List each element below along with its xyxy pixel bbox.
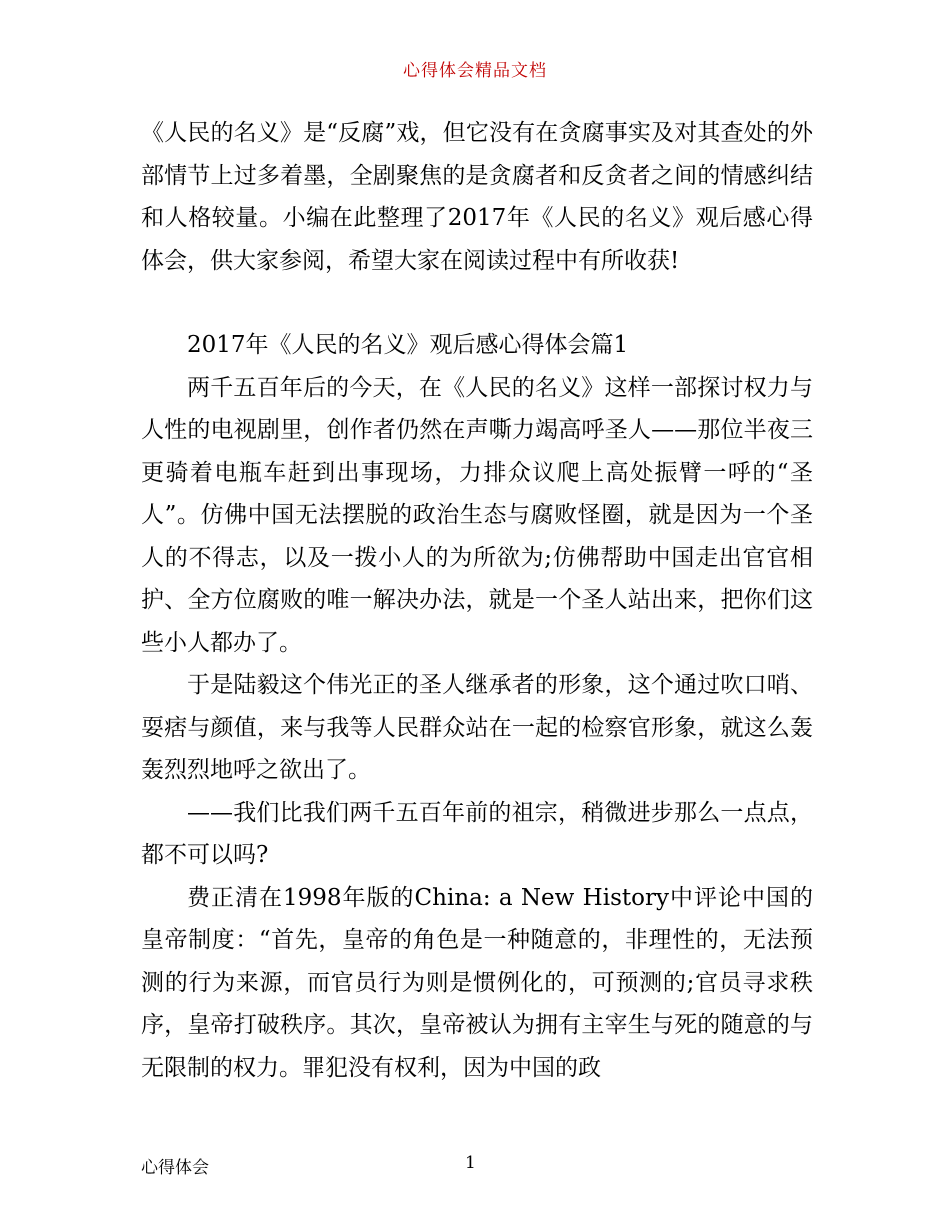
page-header: 心得体会精品文档 [403, 61, 547, 81]
body-paragraph-2: 于是陆毅这个伟光正的圣人继承者的形象，这个通过吹口哨、耍痞与颜值，来与我等人民群众站在一起的检察官形象，就这么轰轰烈烈地呼之欲出了。 [141, 672, 813, 783]
body-paragraph-3: ——我们比我们两千五百年前的祖宗，稍微进步那么一点点，都不可以吗? [141, 799, 813, 868]
footer-label: 心得体会 [141, 1158, 209, 1178]
section-heading: 2017年《人民的名义》观后感心得体会篇1 [187, 332, 629, 358]
intro-paragraph: 《人民的名义》是“反腐”戏，但它没有在贪腐事实及对其查处的外部情节上过多着墨，全剧聚焦的是贪腐者和反贪者之间的情感纠结和人格较量。小编在此整理了2017年《人民的名义》观后感心得体会，供大家参阅，希望大家在阅读过程中有所收获! [141, 120, 813, 274]
page-number: 1 [465, 1153, 476, 1173]
body-paragraph-4: 费正清在1998年版的China: a New History中评论中国的皇帝制度：“首先，皇帝的角色是一种随意的，非理性的，无法预测的行为来源，而官员行为则是惯例化的，可预测的;官员寻求秩序，皇帝打破秩序。其次，皇帝被认为拥有主宰生与死的随意的与无限制的权力。罪犯没有权利，因为中国的政 [141, 884, 813, 1081]
document-body [141, 112, 813, 1089]
body-paragraph-1: 两千五百年后的今天，在《人民的名义》这样一部探讨权力与人性的电视剧里，创作者仍然在声嘶力竭高呼圣人——那位半夜三更骑着电瓶车赶到出事现场，力排众议爬上高处振臂一呼的“圣人”。仿佛中国无法摆脱的政治生态与腐败怪圈，就是因为一个圣人的不得志，以及一拨小人的为所欲为;仿佛帮助中国走出官官相护、全方位腐败的唯一解决办法，就是一个圣人站出来，把你们这些小人都办了。 [141, 374, 813, 656]
